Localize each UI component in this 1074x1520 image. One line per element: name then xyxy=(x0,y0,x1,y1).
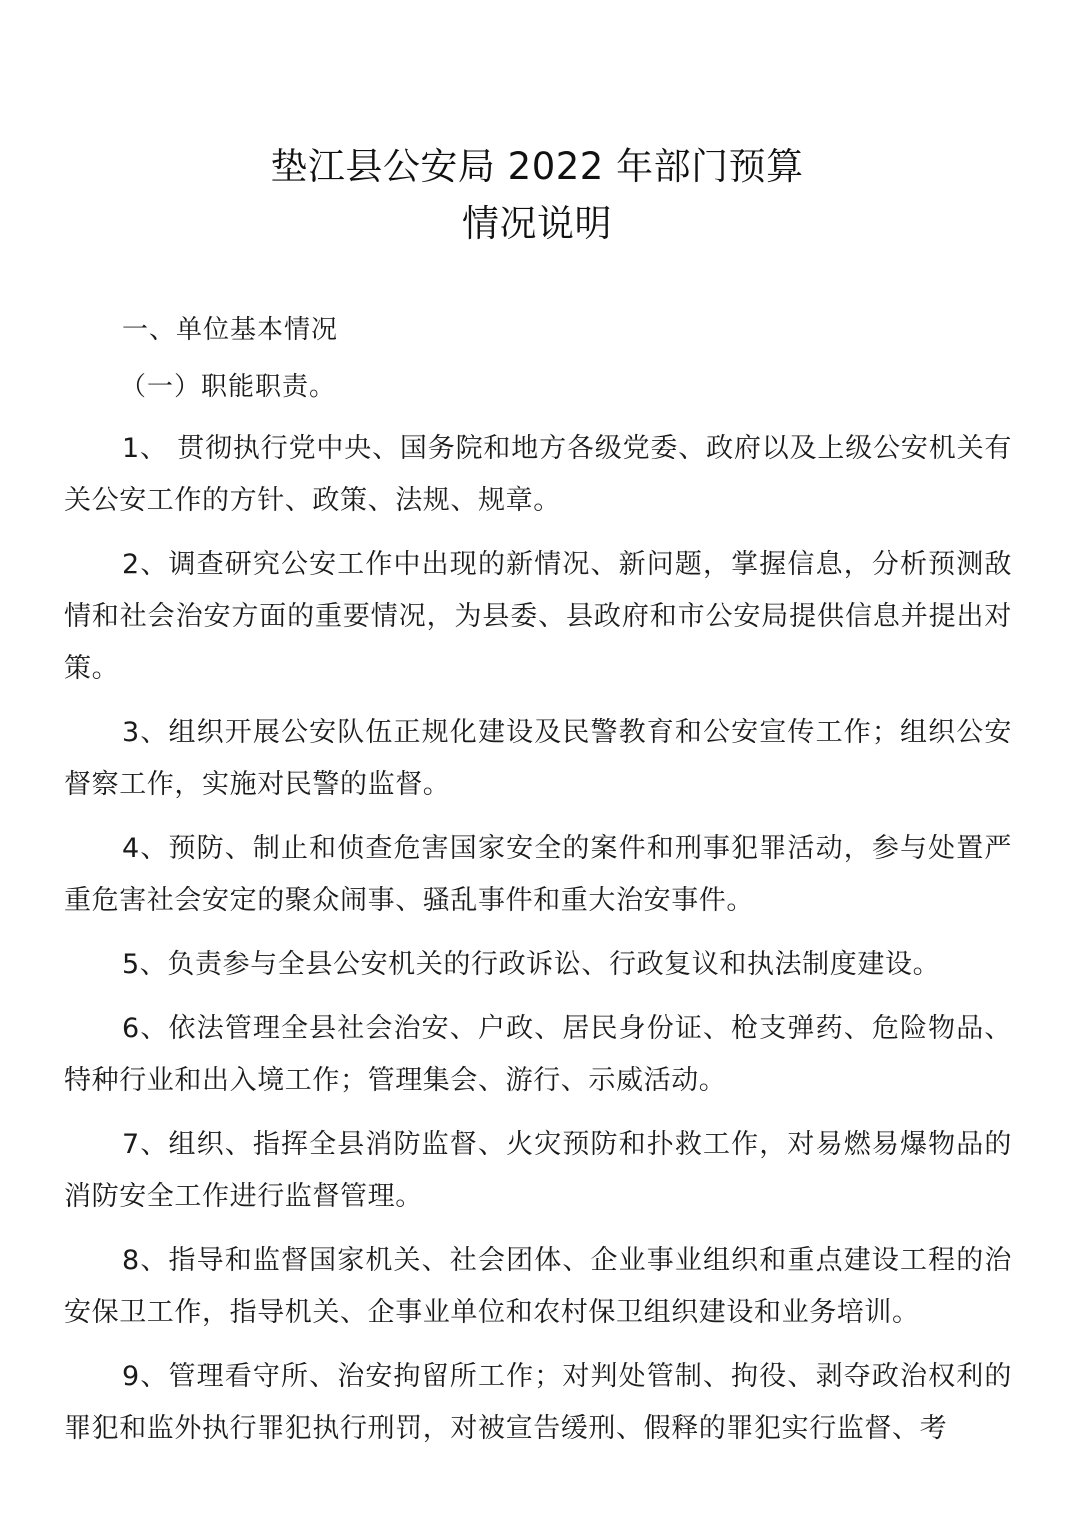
section-heading: 一、单位基本情况 xyxy=(122,315,339,345)
paragraph-5: 5、负责参与全县公安机关的行政诉讼、行政复议和执法制度建设。 xyxy=(122,949,941,980)
title-line-2: 情况说明 xyxy=(462,202,612,245)
paragraph-7: 7、组织、指挥全县消防监督、火灾预防和扑救工作，对易燃易爆物品的消防安全工作进行监督管理。 xyxy=(64,1129,1012,1212)
title-line-1: 垫江县公安局 2022 年部门预算 xyxy=(270,145,804,188)
subsection-heading: （一）职能职责。 xyxy=(120,372,337,402)
paragraph-1: 1、 贯彻执行党中央、国务院和地方各级党委、政府以及上级公安机关有关公安工作的方针、政策、法规、规章。 xyxy=(64,433,1012,516)
paragraph-2: 2、调查研究公安工作中出现的新情况、新问题，掌握信息，分析预测敌情和社会治安方面的重要情况，为县委、县政府和市公安局提供信息并提出对策。 xyxy=(64,549,1012,684)
document-title xyxy=(0,138,1074,252)
document-body xyxy=(64,309,1012,1467)
paragraph-6: 6、依法管理全县社会治安、户政、居民身份证、枪支弹药、危险物品、特种行业和出入境工作；管理集会、游行、示威活动。 xyxy=(64,1013,1012,1096)
paragraph-3: 3、组织开展公安队伍正规化建设及民警教育和公安宣传工作；组织公安督察工作，实施对民警的监督。 xyxy=(64,717,1012,800)
paragraph-8: 8、指导和监督国家机关、社会团体、企业事业组织和重点建设工程的治安保卫工作，指导机关、企事业单位和农村保卫组织建设和业务培训。 xyxy=(64,1245,1012,1328)
paragraph-9: 9、管理看守所、治安拘留所工作；对判处管制、拘役、剥夺政治权利的罪犯和监外执行罪犯执行刑罚，对被宣告缓刑、假释的罪犯实行监督、考 xyxy=(64,1361,1012,1444)
paragraph-4: 4、预防、制止和侦查危害国家安全的案件和刑事犯罪活动，参与处置严重危害社会安定的聚众闹事、骚乱事件和重大治安事件。 xyxy=(64,833,1012,916)
